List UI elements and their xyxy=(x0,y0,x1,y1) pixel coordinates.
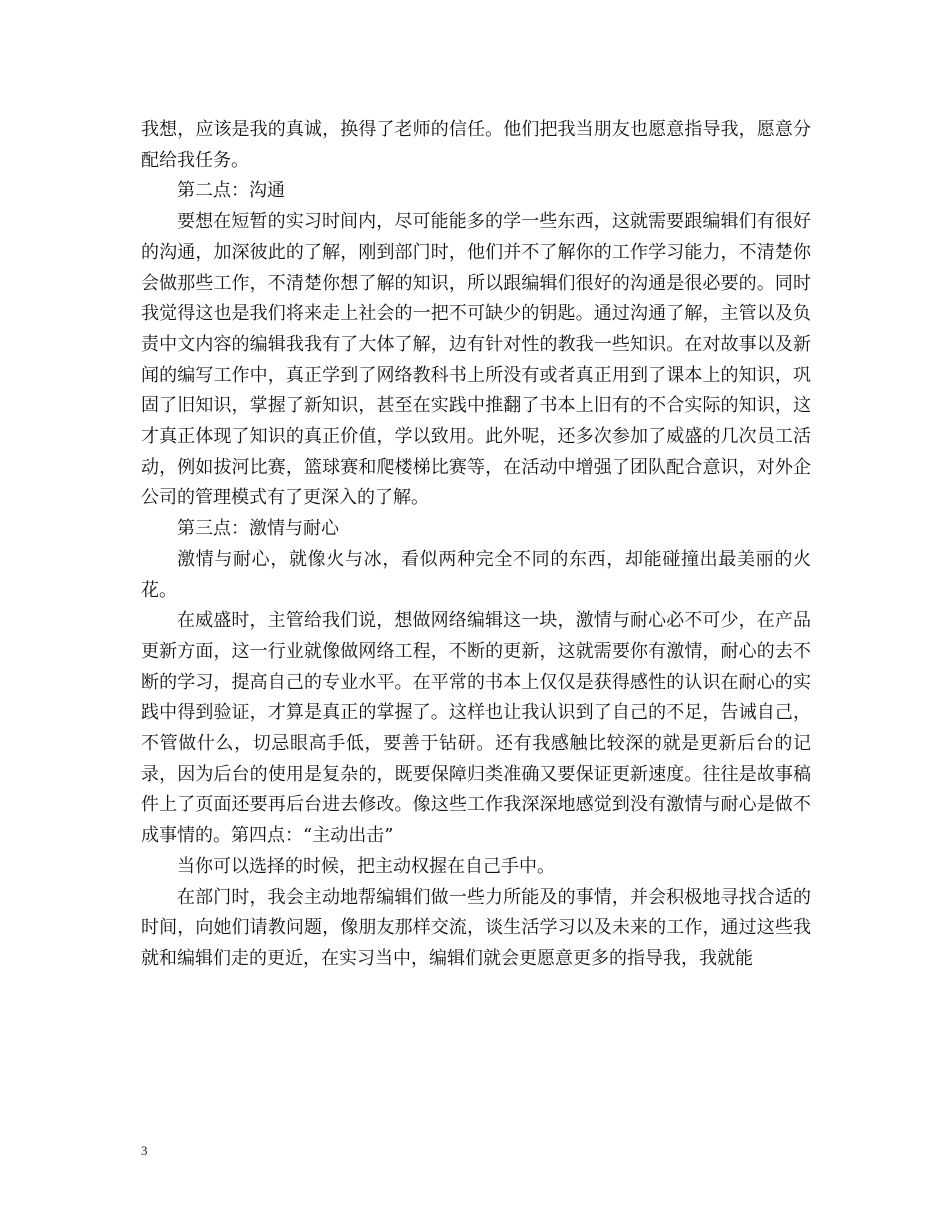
paragraph-initiative-detail: 在部门时，我会主动地帮编辑们做一些力所能及的事情，并会积极地寻找合适的时间，向她们请教问题，像朋友那样交流，谈生活学习以及未来的工作，通过这些我就和编辑们走的更近，在实习当中，编辑们就会更愿意更多的指导我，我就能 xyxy=(141,886,811,969)
paragraph-initiative-intro: 当你可以选择的时候，把主动权握在自己手中。 xyxy=(177,855,555,877)
heading-point-two: 第二点：沟通 xyxy=(177,180,285,202)
paragraph-intro-continuation: 我想，应该是我的真诚，换得了老师的信任。他们把我当朋友也愿意指导我，愿意分配给我任务。 xyxy=(141,119,811,171)
paragraph-passion-detail: 在威盛时，主管给我们说，想做网络编辑这一块，激情与耐心必不可少，在产品更新方面，这一行业就像做网络工程，不断的更新，这就需要你有激情，耐心的去不断的学习，提高自己的专业水平。在平常的书本上仅仅是获得感性的认识在耐心的实践中得到验证，才算是真正的掌握了。这样也让我认识到了自己的不足，告诫自己，不管做什么，切忌眼高手低，要善于钻研。还有我感触比较深的就是更新后台的记录，因为后台的使用是复杂的，既要保障归类准确又要保证更新速度。往往是故事稿件上了页面还要再后台进去修改。像这些工作我深深地感觉到没有激情与耐心是做不成事情的。第四点：“主动出击” xyxy=(141,610,811,847)
paragraph-passion-metaphor: 激情与耐心，就像火与冰，看似两种完全不同的东西，却能碰撞出最美丽的火花。 xyxy=(141,548,811,601)
page-number: 3 xyxy=(141,1143,148,1158)
body-text xyxy=(141,115,811,975)
heading-point-three: 第三点：激情与耐心 xyxy=(177,518,339,540)
paragraph-communication: 要想在短暂的实习时间内，尽可能能多的学一些东西，这就需要跟编辑们有很好的沟通，加深彼此的了解，刚到部门时，他们并不了解你的工作学习能力，不清楚你会做那些工作，不清楚你想了解的知识，所以跟编辑们很好的沟通是很必要的。同时我觉得这也是我们将来走上社会的一把不可缺少的钥匙。通过沟通了解，主管以及负责中文内容的编辑我我有了大体了解，边有针对性的教我一些知识。在对故事以及新闻的编写工作中，真正学到了网络教科书上所没有或者真正用到了课本上的知识，巩固了旧知识，掌握了新知识，甚至在实践中推翻了书本上旧有的不合实际的知识，这才真正体现了知识的真正价值，学以致用。此外呢，还多次参加了威盛的几次员工活动，例如拔河比赛，篮球赛和爬楼梯比赛等，在活动中增强了团队配合意识，对外企公司的管理模式有了更深入的了解。 xyxy=(141,211,811,509)
